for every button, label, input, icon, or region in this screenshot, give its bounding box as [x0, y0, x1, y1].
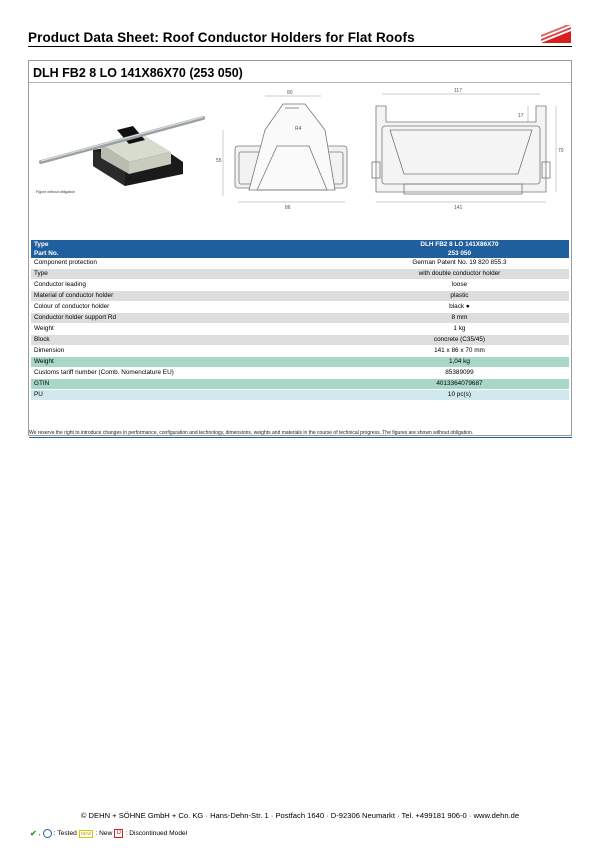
row-value: 4013364079687	[350, 379, 569, 390]
row-value: 1 kg	[350, 324, 569, 335]
table-header-row	[31, 240, 569, 249]
dim-width-bottom: 86	[285, 205, 291, 211]
row-label: Customs tariff number (Comb. Nomenclature EU)	[31, 368, 350, 379]
row-label: Dimension	[31, 346, 350, 357]
tested-icon	[43, 829, 52, 838]
dehn-logo	[541, 25, 571, 43]
footer-address: © DEHN + SÖHNE GmbH + Co. KG · Hans-Dehn-Str. 1 · Postfach 1640 · D-92306 Neumarkt · Tel. +499181 906-0 · www.dehn.de	[80, 811, 520, 820]
header-rule	[28, 46, 572, 47]
spec-table	[31, 240, 569, 401]
side-view-drawing	[368, 86, 564, 214]
title-divider	[29, 82, 571, 83]
row-label: Colour of conductor holder	[31, 302, 350, 313]
legend-new: New	[99, 830, 113, 837]
table-row	[31, 390, 569, 401]
row-label: Conductor leading	[31, 280, 350, 291]
row-label: Weight	[31, 357, 350, 368]
row-label: Weight	[31, 324, 350, 335]
dim-rim: 17	[518, 113, 524, 119]
table-header-row	[31, 249, 569, 258]
header-value: 253 050	[350, 249, 569, 258]
dim-length-top: 117	[454, 88, 462, 94]
discontinued-icon: D	[114, 829, 123, 838]
front-view-drawing	[215, 86, 355, 214]
row-label: GTIN	[31, 379, 350, 390]
product-photo	[33, 100, 208, 190]
row-value: 1,04 kg	[350, 357, 569, 368]
photo-caption: Figure without obligation	[36, 190, 75, 194]
table-row	[31, 346, 569, 357]
dim-width-top: 80	[287, 90, 293, 96]
row-value: 85389099	[350, 368, 569, 379]
row-label: Material of conductor holder	[31, 291, 350, 302]
row-value: 8 mm	[350, 313, 569, 324]
dim-height: 55	[216, 158, 222, 164]
table-row	[31, 258, 569, 269]
header-label: Part No.	[31, 249, 350, 258]
disclaimer: We reserve the right to introduce changes in performance, configuration and technology, dimensions, weights and materials in the course of technical progress. The figures are shown without obligation.	[29, 430, 474, 436]
dim-radius: R4	[295, 126, 302, 132]
table-row	[31, 379, 569, 390]
header-label: Type	[31, 240, 350, 249]
legend-discontinued: Discontinued Model	[129, 830, 188, 837]
row-value: 141 x 86 x 70 mm	[350, 346, 569, 357]
row-label: Type	[31, 269, 350, 280]
row-value: German Patent No. 19 820 855.3	[350, 258, 569, 269]
row-value: plastic	[350, 291, 569, 302]
table-row	[31, 357, 569, 368]
dim-length-bottom: 141	[454, 205, 463, 211]
new-icon: NEW	[80, 830, 92, 836]
row-label: PU	[31, 390, 350, 401]
row-value: concrete (C35/45)	[350, 335, 569, 346]
row-value: loose	[350, 280, 569, 291]
check-icon: ✔	[30, 829, 37, 838]
product-title: DLH FB2 8 LO 141X86X70 (253 050)	[33, 66, 243, 80]
table-row	[31, 368, 569, 379]
table-row	[31, 302, 569, 313]
header-value: DLH FB2 8 LO 141X86X70	[350, 240, 569, 249]
table-row	[31, 313, 569, 324]
legend: ✔ , : Tested NEW : New D : Discontinued Model	[30, 829, 188, 838]
row-value: with double conductor holder	[350, 269, 569, 280]
table-row	[31, 280, 569, 291]
dim-total-height: 70	[558, 148, 564, 154]
table-row	[31, 335, 569, 346]
disclaimer-rule	[29, 437, 572, 438]
legend-tested: Tested	[57, 830, 77, 837]
row-label: Block	[31, 335, 350, 346]
table-row	[31, 269, 569, 280]
page-title: Product Data Sheet: Roof Conductor Holders for Flat Roofs	[28, 30, 415, 45]
table-row	[31, 291, 569, 302]
table-row	[31, 324, 569, 335]
row-label: Conductor holder support Rd	[31, 313, 350, 324]
row-value: 10 pc(s)	[350, 390, 569, 401]
row-label: Component protection	[31, 258, 350, 269]
row-value: black ●	[350, 302, 569, 313]
